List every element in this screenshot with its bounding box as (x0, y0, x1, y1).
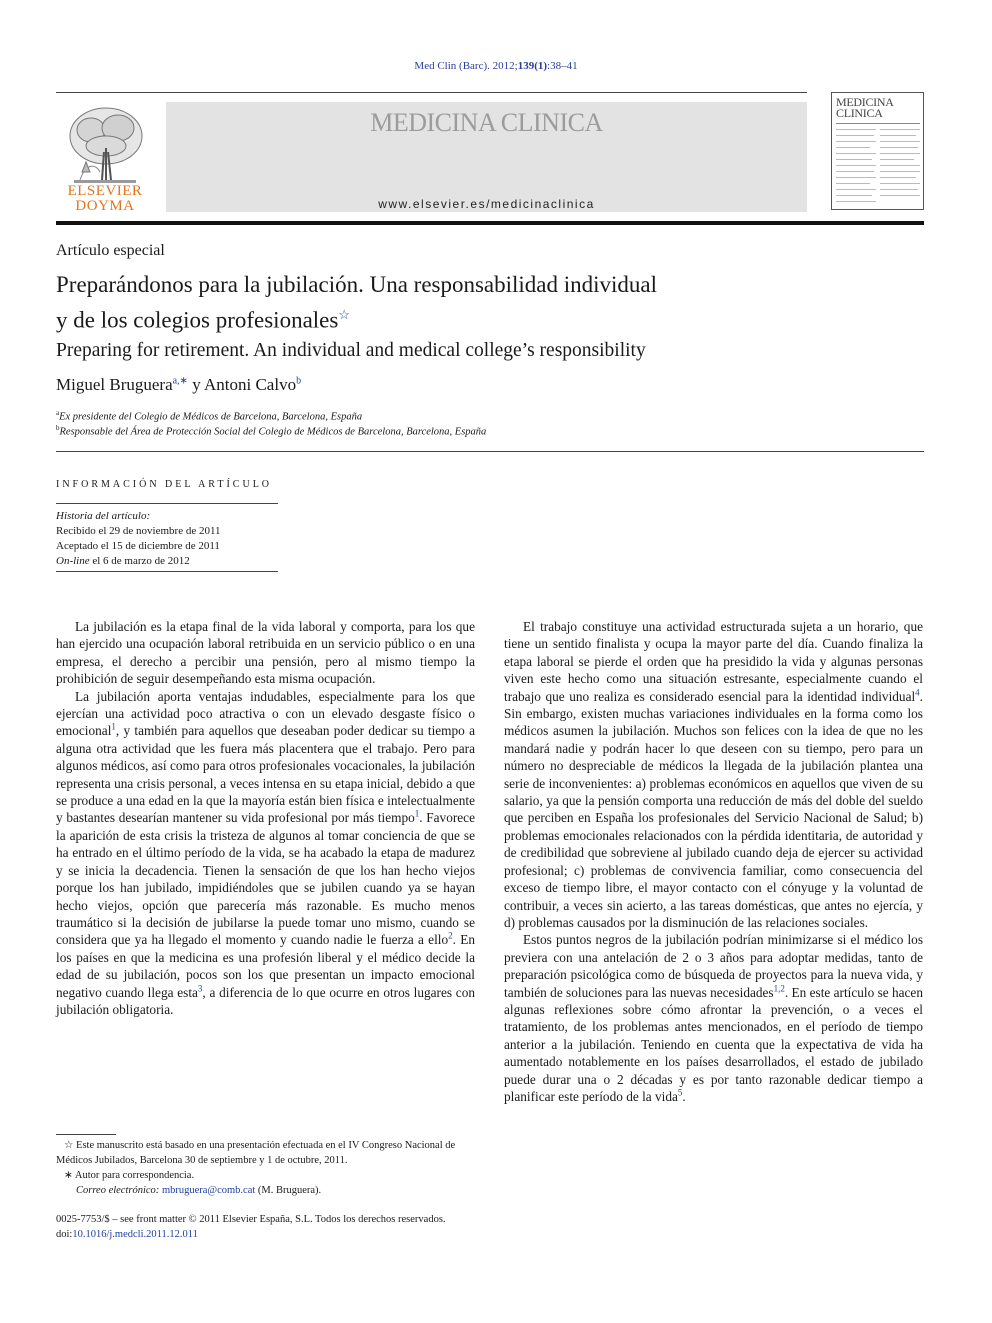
reference-link[interactable]: 1 (111, 722, 116, 733)
doi-link[interactable]: 10.1016/j.medcli.2011.12.011 (72, 1229, 198, 1240)
paragraph: Estos puntos negros de la jubilación podrían minimizarse si el médico los previera con una antelación de 2 o 3 años para adoptar medidas, tanto de preparación psicológica como de búsqueda de proyectos para la nueva vida, y también de soluciones para las nuevas necesidades$^{1,2}$. En este artículo se hacen algunas reflexiones sobre cómo afrontar la prevención, o a veces el tratamiento, de los problemas antes mencionados, en el período de tiempo anterior a la jubilación. Teniendo en cuenta que la expectativa de vida ha aumentado notablemente en los países desarrollados, el estado de jubilado puede durar una o 2 décadas y es por tanto razonable dedicar tiempo a planificar este período de la vida$^5$. (504, 932, 923, 1104)
header-thick-rule (56, 221, 924, 225)
reference-link[interactable]: 2 (448, 930, 453, 941)
info-rule (56, 503, 278, 504)
article-info-heading: INFORMACIÓN DEL ARTÍCULO (56, 479, 273, 490)
footnote-mark: ☆ (64, 1140, 74, 1151)
article-title: Preparándonos para la jubilación. Una responsabilidad individual y de los colegios profesionales☆ (56, 272, 658, 333)
title-footnote-mark[interactable]: ☆ (338, 307, 350, 322)
journal-title: MEDICINA CLINICA (370, 108, 603, 137)
paragraph: La jubilación aporta ventajas indudables, especialmente para los que ejercían una actividad poco atractiva o con un elevado desgaste físico o emocional$^1$, y también para aquellos que deseaban poder dedicar su tiempo a alguna otra actividad que les fuera más placentera que el trabajo. Pero para algunos médicos, así como para otros profesionales vocacionales, la jubilación representa una crisis personal, a veces intensa en su etapa inicial, debido a que se produce a una edad en la que la mayoría están bien física e intelectualmente y bastantes desearían mantener su vida profesional por más tiempo$^1$. Favorece la aparición de esta crisis la tristeza de algunos al tomar conciencia de que se ha entrado en el último período de la vida, se ha acabado la etapa de madurez y se inicia la decadencia. Tienen la sensación de que los han hecho viejos porque los han jubilado, impidiéndoles que se jubilen cuando ya se hayan hecho viejos, opción que parecería más razonable. Es mucho menos traumático si la decisión de jubilarse la puede tomar uno mismo, cuando se considera que ya ha llegado el momento y cuando nadie le fuerza a ello$^2$. En los países en que la medicina es una profesión liberal y el médico decide la edad de su jubilación, pocos son los que presentan un impacto emocional negativo cuando llega esta$^3$, a diferencia de lo que ocurre en otros lugares con jubilación obligatoria. (56, 688, 475, 1017)
page-footer: 0025-7753/$ – see front matter © 2011 Elsevier España, S.L. Todos los derechos reservados. doi:10.1016/j.medcli.2011.12.011 (56, 1214, 446, 1240)
affiliation-a: $^a$Ex presidente del Colegio de Médicos de Barcelona, Barcelona, España (56, 409, 363, 423)
header-rule (56, 92, 807, 93)
journal-citation[interactable]: Med Clin (Barc). 2012;139(1):38–41 (414, 60, 578, 72)
body-column-right (504, 618, 923, 1105)
cover-title: MEDICINA CLINICA (836, 95, 894, 120)
author-affiliation-link[interactable]: a,∗ (172, 375, 188, 387)
author-affiliation-link[interactable]: b (296, 375, 302, 387)
article-history: Historia del artículo: Recibido el 29 de noviembre de 2011 Aceptado el 15 de diciembre de 2011 On-line el 6 de marzo de 2012 (56, 510, 221, 567)
footnote-mark: ∗ (64, 1170, 73, 1181)
paragraph: La jubilación es la etapa final de la vida laboral y comporta, para los que han ejercido una ocupación laboral retribuida en un servicio público o en una empresa, el derecho a percibir una pensión, pero al mismo tiempo la prohibición de seguir desempeñando esta misma ocupación. (56, 619, 475, 687)
article-title-english: Preparing for retirement. An individual and medical college’s responsibility (56, 340, 646, 361)
reference-link[interactable]: 5 (677, 1087, 683, 1098)
publisher-name: ELSEVIER DOYMA (67, 183, 143, 214)
author-list: Miguel Bruguera$^{a,∗}$ y Antoni Calvo$^b$ (56, 375, 302, 394)
journal-cover-thumbnail (831, 92, 924, 210)
reference-link[interactable]: 4 (915, 687, 920, 698)
author-email-link[interactable]: mbruguera@comb.cat (161, 1185, 256, 1196)
reference-link[interactable]: 1,2 (773, 983, 785, 994)
info-rule (56, 571, 278, 572)
copyright-line: 0025-7753/$ – see front matter © 2011 Elsevier España, S.L. Todos los derechos reservados. (56, 1214, 446, 1225)
reference-link[interactable]: 1 (414, 809, 420, 820)
author-name: Antoni Calvo (204, 375, 297, 394)
journal-url-link[interactable]: www.elsevier.es/medicinaclinica (378, 197, 595, 211)
paragraph: El trabajo constituye una actividad estructurada sujeta a un horario, que tiene un sentido finalista y ocupa la mayor parte del día. Cuando finaliza la etapa laboral se pierde el orden que ha presidido la vida y algunas personas viven este hecho como una situación estresante, especialmente cuando el trabajo que uno realiza es considerado esencial para la identidad individual$^4$. Sin embargo, existen muchas variaciones individuales en la forma como los médicos asumen la jubilación. Muchos son felices con la idea de que no les mandará nadie y podrán hacer lo que deseen con su tiempo, pero para un número no despreciable de médicos la llegada de la jubilación plantea una serie de inconvenientes: a) problemas económicos en aquellos que viven de su salario, ya que la pensión comporta una reducción de más del doble del sueldo que perciben en España los profesionales del Servicio Nacional de Salud; b) problemas emocionales relacionados con la pérdida identitaria, de autoridad y de credibilidad que sobreviene al jubilado cuando deja de ejercer su actividad profesional; c) problemas de convivencia familiar, como consecuencia del exceso de tiempo libre, el mayor contacto con el cónyuge y la voluntad de contribuir, a veces sin acierto, a las tareas domésticas, que antes no ejercía, y d) problemas causados por la disminución de las relaciones sociales. (504, 619, 923, 930)
affiliation-b: $^b$Responsable del Área de Protección Social del Colegio de Médicos de Barcelona, Barcelona, España (56, 424, 487, 438)
footnotes: ☆ Este manuscrito está basado en una presentación efectuada en el IV Congreso Nacional de Médicos Jubilados, Barcelona 30 de septiembre y 1 de octubre, 2011. ∗ Autor para correspondencia. Correo electrónico: mbruguera@comb.cat (M. Bruguera). (56, 1140, 456, 1196)
section-divider (56, 451, 924, 452)
reference-link[interactable]: 3 (197, 983, 203, 994)
article-type: Artículo especial (56, 242, 165, 259)
author-name: Miguel Bruguera (56, 375, 173, 394)
footnote-rule (56, 1134, 116, 1135)
body-column-left (56, 618, 475, 1018)
